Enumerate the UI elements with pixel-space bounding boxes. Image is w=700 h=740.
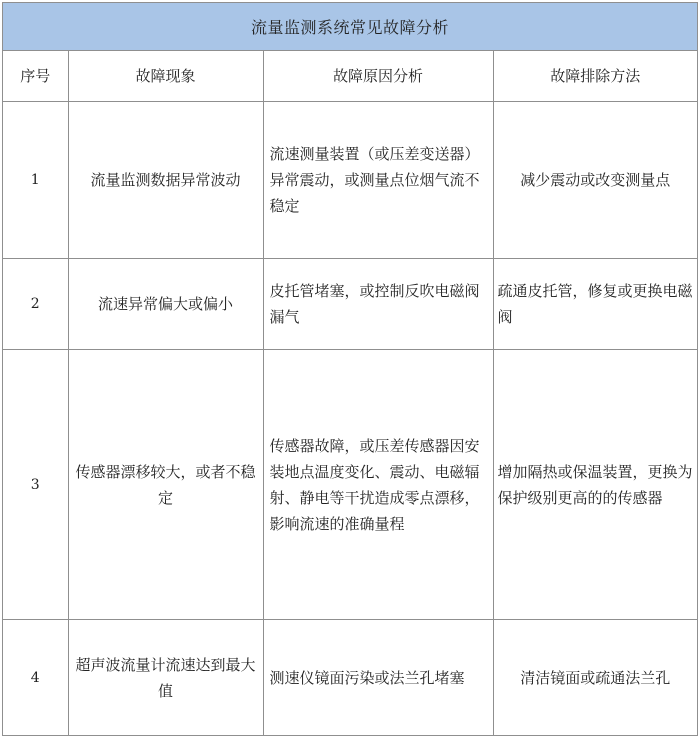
table-row <box>3 259 697 350</box>
header-index: 序号 <box>3 51 68 102</box>
row-solution: 清洁镜面或疏通法兰孔 <box>493 620 697 736</box>
fault-table <box>3 51 697 736</box>
row-phenomenon: 传感器漂移较大，或者不稳定 <box>68 350 263 620</box>
row-solution: 疏通皮托管，修复或更换电磁阀 <box>493 259 697 350</box>
row-solution: 减少震动或改变测量点 <box>493 102 697 259</box>
row-solution: 增加隔热或保温装置，更换为保护级别更高的的传感器 <box>493 350 697 620</box>
header-row <box>3 51 697 102</box>
table-row <box>3 620 697 736</box>
row-cause: 皮托管堵塞，或控制反吹电磁阀漏气 <box>263 259 493 350</box>
header-cause: 故障原因分析 <box>263 51 493 102</box>
row-index: 2 <box>3 259 68 350</box>
header-solution: 故障排除方法 <box>493 51 697 102</box>
row-cause: 流速测量装置（或压差变送器）异常震动，或测量点位烟气流不稳定 <box>263 102 493 259</box>
row-cause: 测速仪镜面污染或法兰孔堵塞 <box>263 620 493 736</box>
table-title: 流量监测系统常见故障分析 <box>3 3 697 51</box>
row-phenomenon: 超声波流量计流速达到最大值 <box>68 620 263 736</box>
table-row <box>3 350 697 620</box>
table-row <box>3 102 697 259</box>
row-cause: 传感器故障，或压差传感器因安装地点温度变化、震动、电磁辐射、静电等干扰造成零点漂移，影响流速的准确量程 <box>263 350 493 620</box>
row-index: 1 <box>3 102 68 259</box>
row-phenomenon: 流量监测数据异常波动 <box>68 102 263 259</box>
row-index: 3 <box>3 350 68 620</box>
fault-analysis-table <box>2 2 698 736</box>
header-phenomenon: 故障现象 <box>68 51 263 102</box>
row-phenomenon: 流速异常偏大或偏小 <box>68 259 263 350</box>
row-index: 4 <box>3 620 68 736</box>
